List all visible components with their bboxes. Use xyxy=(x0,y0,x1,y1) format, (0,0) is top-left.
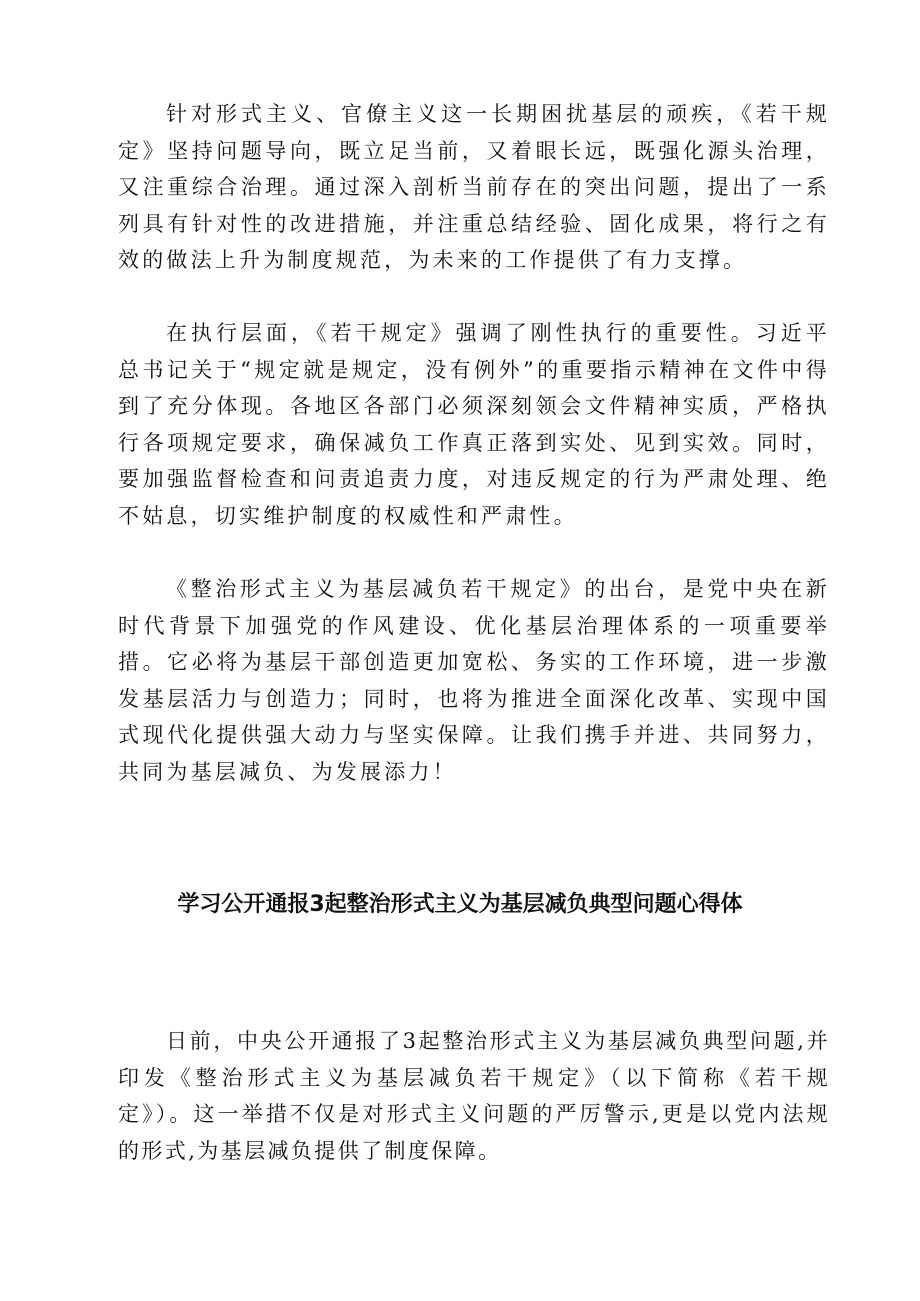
paragraph-2: 在执行层面，《若干规定》强调了刚性执行的重要性。习近平总书记关于“规定就是规定，没有例外”的重要指示精神在文件中得到了充分体现。各地区各部门必须深刻领会文件精神实质，严格执行各项规定要求，确保减负工作真正落到实处、见到实效。同时，要加强监督检查和问责追责力度，对违反规定的行为严肃处理、绝不姑息，切实维护制度的权威性和严肃性。 xyxy=(118,321,830,528)
paragraph-3: 《整治形式主义为基层减负若干规定》的出台，是党中央在新时代背景下加强党的作风建设、优化基层治理体系的一项重要举措。它必将为基层干部创造更加宽松、务实的工作环境，进一步激发基层活力与创造力；同时，也将为推进全面深化改革、实现中国式现代化提供强大动力与坚实保障。让我们携手并进、共同努力，共同为基层减负、为发展添力！ xyxy=(118,577,830,784)
section-paragraph-1: 日前，中央公开通报了3起整治形式主义为基层减负典型问题,并印发《整治形式主义为基层减负若干规定》（以下简称《若干规定》）。这一举措不仅是对形式主义问题的严厉警示,更是以党内法规的形式,为基层减负提供了制度保障。 xyxy=(118,1029,830,1163)
paragraph-1: 针对形式主义、官僚主义这一长期困扰基层的顽疾，《若干规定》坚持问题导向，既立足当前，又着眼长远，既强化源头治理，又注重综合治理。通过深入剖析当前存在的突出问题，提出了一系列具有针对性的改进措施，并注重总结经验、固化成果，将行之有效的做法上升为制度规范，为未来的工作提供了有力支撑。 xyxy=(118,102,830,273)
section-title: 学习公开通报3起整治形式主义为基层减负典型问题心得体 xyxy=(177,892,743,917)
